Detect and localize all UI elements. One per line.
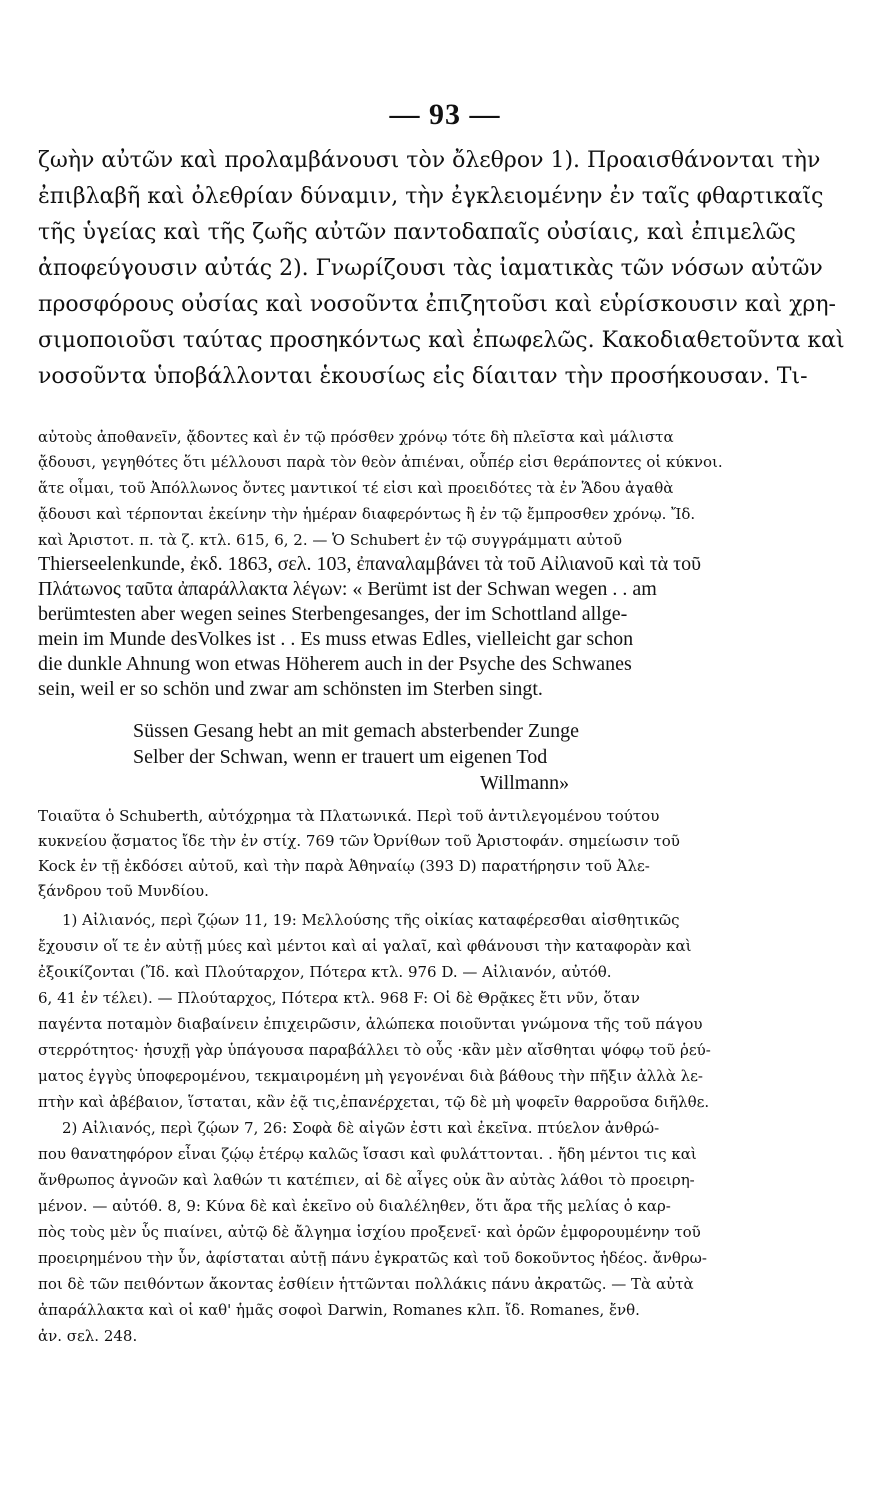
page-number: — 93 — — [389, 98, 501, 131]
footnote-line: πτὴν καὶ ἀβέβαιον, ἵσταται, κἂν ἐᾷ τις,ἐπανέρχεται, τῷ δὲ μὴ ψοφεῖν θαρροῦσα διῆλθε. — [38, 1093, 710, 1111]
main-line: ἐπιβλαβῆ καὶ ὀλεθρίαν δύναμιν, τὴν ἐγκλειομένην ἐν ταῖς φθαρτικαῖς — [38, 184, 824, 209]
main-line: σιμοποιοῦσι ταύτας προσηκόντως καὶ ἐπωφελῶς. Κακοδιαθετοῦντα καὶ — [38, 328, 845, 353]
footnote-line: μένον. — αὐτόθ. 8, 9: Κύνα δὲ καὶ ἐκεῖνο οὐ διαλέληθεν, ὅτι ἄρα τῆς μελίας ὁ καρ- — [38, 1197, 671, 1215]
footnote-line: Thierseelenkunde, ἐκδ. 1863, σελ. 103, ἐπαναλαμβάνει τὰ τοῦ Αἰλιανοῦ καὶ τὰ τοῦ — [38, 553, 702, 575]
main-line: τῆς ὑγείας καὶ τῆς ζωῆς αὐτῶν παντοδαπαῖς οὐσίαις, καὶ ἐπιμελῶς — [38, 220, 796, 245]
footnote-line: ἐξοικίζονται (Ἴδ. καὶ Πλούταρχον, Πότερα κτλ. 976 D. — Αἰλιανόν, αὐτόθ. — [38, 963, 612, 981]
footnote-line: καὶ Ἀριστοτ. π. τὰ ζ. κτλ. 615, 6, 2. — Ὁ Schubert ἐν τῷ συγγράμματι αὐτοῦ — [38, 531, 622, 549]
verse-line: Selber der Schwan, wenn er trauert um eigenen Tod — [133, 746, 548, 768]
main-line: ζωὴν αὐτῶν καὶ προλαμβάνουσι τὸν ὄλεθρον 1). Προαισθάνονται τὴν — [38, 148, 821, 173]
main-line: ἀποφεύγουσιν αὐτάς 2). Γνωρίζουσι τὰς ἰαματικὰς τῶν νόσων αὐτῶν — [38, 256, 823, 281]
footnote-line: κυκνείου ᾄσματος ἴδε τὴν ἐν στίχ. 769 τῶν Ὀρνίθων τοῦ Ἀριστοφάν. σημείωσιν τοῦ — [38, 832, 680, 850]
footnote-1: 1) Αἰλιανός, περὶ ζῴων 11, 19: Μελλούσης τῆς οἰκίας καταφέρεσθαι αἰσθητικῶς — [62, 911, 680, 929]
main-line: προσφόρους οὐσίας καὶ νοσοῦντα ἐπιζητοῦσι καὶ εὑρίσκουσιν καὶ χρη- — [38, 292, 836, 317]
footnote-line: Kock ἐν τῇ ἐκδόσει αὐτοῦ, καὶ τὴν παρὰ Ἀθηναίῳ (393 D) παρατήρησιν τοῦ Ἀλε- — [38, 857, 650, 875]
footnote-line: ξάνδρου τοῦ Μυνδίου. — [38, 882, 209, 900]
footnote-line: παγέντα ποταμὸν διαβαίνειν ἐπιχειρῶσιν, ἀλώπεκα ποιοῦνται γνώμονα τῆς τοῦ πάγου — [38, 1015, 703, 1033]
footnote-2: 2) Αἰλιανός, περὶ ζῴων 7, 26: Σοφὰ δὲ αἰγῶν ἐστι καὶ ἐκεῖνα. πτύελον ἀνθρώ- — [62, 1119, 660, 1137]
footnote-line: ἀπαράλλακτα καὶ οἱ καθ' ἡμᾶς σοφοὶ Darwin, Romanes κλπ. ἴδ. Romanes, ἔνθ. — [38, 1301, 640, 1319]
footnote-line: πὸς τοὺς μὲν ὗς πιαίνει, αὐτῷ δὲ ἄλγημα ἰσχίου προξενεῖ· καὶ ὁρῶν ἐμφορουμένην τοῦ — [38, 1223, 701, 1241]
footnote-line: ἄνθρωπος ἀγνοῶν καὶ λαθών τι κατέπιεν, αἱ δὲ αἶγες οὐκ ἂν αὐτὰς λάθοι τὸ προειρη- — [38, 1171, 695, 1189]
footnote-line: berümtesten aber wegen seines Sterbengesanges, der im Schottland allge- — [38, 603, 628, 625]
footnote-line: ᾄδουσι καὶ τέρπονται ἐκείνην τὴν ἡμέραν διαφερόντως ἢ ἐν τῷ ἔμπροσθεν χρόνῳ. Ἴδ. — [38, 505, 696, 523]
footnote-line: sein, weil er so schön und zwar am schönsten im Sterben singt. — [38, 678, 543, 700]
footnote-line: 6, 41 ἐν τέλει). — Πλούταρχος, Πότερα κτλ. 968 F: Οἱ δὲ Θρᾷκες ἔτι νῦν, ὅταν — [38, 989, 640, 1007]
footnote-line: ᾄδουσι, γεγηθότες ὅτι μέλλουσι παρὰ τὸν θεὸν ἀπιέναι, οὗπέρ εἰσι θεράποντες οἱ κύκνοι. — [38, 453, 723, 471]
verse-line: Süssen Gesang hebt an mit gemach absterbender Zunge — [133, 720, 579, 742]
footnote-line: αὐτοὺς ἀποθανεῖν, ᾄδοντες καὶ ἐν τῷ πρόσθεν χρόνῳ τότε δὴ πλεῖστα καὶ μάλιστα — [38, 428, 674, 446]
footnote-line: Τοιαῦτα ὁ Schuberth, αὐτόχρημα τὰ Πλατωνικά. Περὶ τοῦ ἀντιλεγομένου τούτου — [38, 807, 660, 825]
footnote-line: die dunkle Ahnung won etwas Höherem auch in der Psyche des Schwanes — [38, 653, 632, 675]
main-line: νοσοῦντα ὑποβάλλονται ἑκουσίως εἰς δίαιταν τὴν προσήκουσαν. Τι- — [38, 364, 808, 389]
footnote-line: που θανατηφόρον εἶναι ζῴῳ ἑτέρῳ καλῶς ἴσασι καὶ φυλάττονται. . ἤδη μέντοι τις καὶ — [38, 1145, 697, 1163]
verse-attribution: Willmann» — [480, 772, 570, 794]
footnote-line: ἅτε οἶμαι, τοῦ Ἀπόλλωνος ὄντες μαντικοί τέ εἰσι καὶ προειδότες τὰ ἐν Ἅδου ἀγαθὰ — [38, 479, 674, 497]
footnote-line: ἀν. σελ. 248. — [38, 1327, 138, 1345]
footnote-line: ἔχουσιν οἵ τε ἐν αὐτῇ μύες καὶ μέντοι καὶ αἱ γαλαῖ, καὶ φθάνουσι τὴν καταφορὰν καὶ — [38, 937, 692, 955]
footnote-line: Πλάτωνος ταῦτα ἀπαράλλακτα λέγων: « Berümt ist der Schwan wegen . . am — [38, 578, 657, 600]
footnote-line: ποι δὲ τῶν πειθόντων ἄκοντας ἐσθίειν ἡττῶνται πολλάκις πάνυ ἀκρατῶς. — Τὰ αὐτὰ — [38, 1275, 694, 1293]
footnote-line: προειρημένου τὴν ὗν, ἀφίσταται αὐτῇ πάνυ ἐγκρατῶς καὶ τοῦ δοκοῦντος ἡδέος. ἄνθρω- — [38, 1249, 707, 1267]
footnote-line: ματος ἐγγὺς ὑποφερομένου, τεκμαιρομένη μὴ γεγονέναι διὰ βάθους τὴν πῆξιν ἀλλὰ λε- — [38, 1067, 703, 1085]
footnote-line: mein im Munde desVolkes ist . . Es muss etwas Edles, vielleicht gar schon — [38, 628, 634, 650]
footnote-line: στερρότητος· ἡσυχῇ γὰρ ὑπάγουσα παραβάλλει τὸ οὖς ·κἂν μὲν αἴσθηται ψόφῳ τοῦ ῥεύ- — [38, 1041, 711, 1059]
